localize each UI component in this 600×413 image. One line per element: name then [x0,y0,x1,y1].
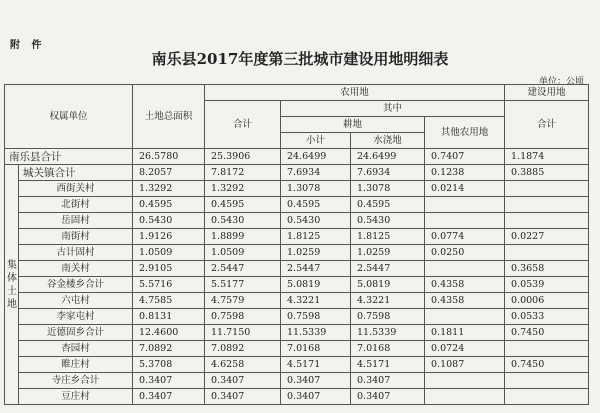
other-farm-header: 其他农用地 [425,117,505,149]
cell-other: 0.7407 [425,149,505,165]
cell-other: 0.4358 [425,277,505,293]
cell-total: 5.5716 [133,277,205,293]
cell-farm-total: 0.5430 [205,213,281,229]
cell-paddy: 4.5171 [351,357,425,373]
cell-farm-total: 4.6258 [205,357,281,373]
cell-total: 0.8131 [133,309,205,325]
cell-other [425,389,505,405]
cell-construction [505,181,589,197]
cell-paddy: 7.0168 [351,341,425,357]
cell-construction: 0.3885 [505,165,589,181]
cell-construction: 0.7450 [505,325,589,341]
row-name: 近德固乡合计 [19,325,133,341]
table-row [5,389,589,405]
cell-total: 2.9105 [133,261,205,277]
cell-construction: 1.1874 [505,149,589,165]
row-name: 南街村 [19,229,133,245]
cell-paddy: 7.6934 [351,165,425,181]
row-name: 北街村 [19,197,133,213]
row-name: 杏园村 [19,341,133,357]
cell-farm-total: 0.3407 [205,373,281,389]
cell-total: 1.3292 [133,181,205,197]
table-row [5,325,589,341]
farm-subtotal-header: 合计 [205,101,281,149]
table-row [5,197,589,213]
cell-other: 0.0774 [425,229,505,245]
table-row [5,357,589,373]
cell-total: 0.5430 [133,213,205,229]
cell-paddy: 0.4595 [351,197,425,213]
of-which-header: 其中 [281,101,505,117]
table-row [5,149,589,165]
cell-farm-total: 4.7579 [205,293,281,309]
cell-paddy: 2.5447 [351,261,425,277]
cell-other [425,309,505,325]
table-header [5,85,589,149]
cell-construction [505,341,589,357]
cell-other [425,213,505,229]
cell-cultivated: 1.3078 [281,181,351,197]
row-name: 南关村 [19,261,133,277]
cell-cultivated: 2.5447 [281,261,351,277]
cell-other: 0.1238 [425,165,505,181]
cell-cultivated: 24.6499 [281,149,351,165]
collective-land-label: 集体土地 [5,165,19,405]
cell-farm-total: 1.3292 [205,181,281,197]
row-name: 寺庄乡合计 [19,373,133,389]
cell-total: 5.3708 [133,357,205,373]
cell-farm-total: 11.7150 [205,325,281,341]
cell-total: 0.3407 [133,389,205,405]
row-name: 六屯村 [19,293,133,309]
cell-cultivated: 4.3221 [281,293,351,309]
cell-paddy: 0.7598 [351,309,425,325]
cell-cultivated: 4.5171 [281,357,351,373]
table-row [5,229,589,245]
cell-other: 0.0724 [425,341,505,357]
table-row [5,261,589,277]
cell-total: 1.9126 [133,229,205,245]
cell-cultivated: 7.6934 [281,165,351,181]
cell-total: 8.2057 [133,165,205,181]
table-row [5,293,589,309]
cell-farm-total: 1.8899 [205,229,281,245]
cell-construction [505,373,589,389]
cell-construction [505,245,589,261]
cell-cultivated: 1.8125 [281,229,351,245]
table-row [5,309,589,325]
cell-cultivated: 0.3407 [281,373,351,389]
cell-paddy: 0.5430 [351,213,425,229]
cell-cultivated: 5.0819 [281,277,351,293]
cell-farm-total: 7.8172 [205,165,281,181]
cell-farm-total: 2.5447 [205,261,281,277]
cell-farm-total: 0.7598 [205,309,281,325]
cell-farm-total: 1.0509 [205,245,281,261]
cell-total: 7.0892 [133,341,205,357]
cell-paddy: 1.8125 [351,229,425,245]
cell-paddy: 4.3221 [351,293,425,309]
table-row [5,213,589,229]
cell-farm-total: 0.4595 [205,197,281,213]
land-detail-table [4,84,589,405]
table-row [5,165,589,181]
cell-other [425,261,505,277]
row-name: 李家屯村 [19,309,133,325]
cell-total: 12.4600 [133,325,205,341]
row-name: 谷金楼乡合计 [19,277,133,293]
cell-paddy: 0.3407 [351,373,425,389]
cell-construction [505,197,589,213]
cell-paddy: 1.0259 [351,245,425,261]
cell-construction: 0.0539 [505,277,589,293]
row-name: 古计固村 [19,245,133,261]
paddy-header: 水浇地 [351,133,425,149]
cell-other: 0.1811 [425,325,505,341]
cell-other: 0.0214 [425,181,505,197]
owner-header: 权属单位 [5,85,133,149]
construction-total-header: 合计 [505,101,589,149]
cell-farm-total: 7.0892 [205,341,281,357]
table-row [5,373,589,389]
cell-construction [505,389,589,405]
row-name: 豆庄村 [19,389,133,405]
cell-cultivated: 0.4595 [281,197,351,213]
cell-total: 4.7585 [133,293,205,309]
cell-cultivated: 11.5339 [281,325,351,341]
table-row [5,181,589,197]
cell-total: 1.0509 [133,245,205,261]
cell-paddy: 1.3078 [351,181,425,197]
cell-cultivated: 7.0168 [281,341,351,357]
cell-farm-total: 0.3407 [205,389,281,405]
cell-cultivated: 0.5430 [281,213,351,229]
cell-construction: 0.7450 [505,357,589,373]
farmland-header: 农用地 [205,85,505,101]
row-name: 西街关村 [19,181,133,197]
row-name: 睢庄村 [19,357,133,373]
row-name: 城关镇合计 [19,165,133,181]
cell-construction: 0.3658 [505,261,589,277]
cell-paddy: 24.6499 [351,149,425,165]
table-row [5,341,589,357]
cell-cultivated: 1.0259 [281,245,351,261]
cell-cultivated: 0.7598 [281,309,351,325]
cell-construction: 0.0006 [505,293,589,309]
cell-other: 0.1087 [425,357,505,373]
cell-total: 26.5780 [133,149,205,165]
row-name: 岳固村 [19,213,133,229]
cell-cultivated: 0.3407 [281,389,351,405]
cell-farm-total: 25.3906 [205,149,281,165]
cultivated-header: 耕地 [281,117,425,133]
cell-construction: 0.0227 [505,229,589,245]
cell-total: 0.3407 [133,373,205,389]
cell-other: 0.4358 [425,293,505,309]
row-name: 南乐县合计 [5,149,133,165]
cell-paddy: 5.0819 [351,277,425,293]
cell-paddy: 0.3407 [351,389,425,405]
total-area-header: 土地总面积 [133,85,205,149]
cell-other [425,373,505,389]
cell-total: 0.4595 [133,197,205,213]
document-title: 南乐县2017年度第三批城市建设用地明细表 [151,50,449,68]
cell-construction [505,213,589,229]
cell-other [425,197,505,213]
construction-header: 建设用地 [505,85,589,101]
cell-other: 0.0250 [425,245,505,261]
cultivated-subtotal-header: 小计 [281,133,351,149]
table-body [5,149,589,405]
table-row [5,277,589,293]
cell-paddy: 11.5339 [351,325,425,341]
attachment-label: 附 件 [10,40,46,51]
unit-label: 单位：公顷 [538,77,584,87]
table-row [5,245,589,261]
cell-farm-total: 5.5177 [205,277,281,293]
cell-construction: 0.0533 [505,309,589,325]
